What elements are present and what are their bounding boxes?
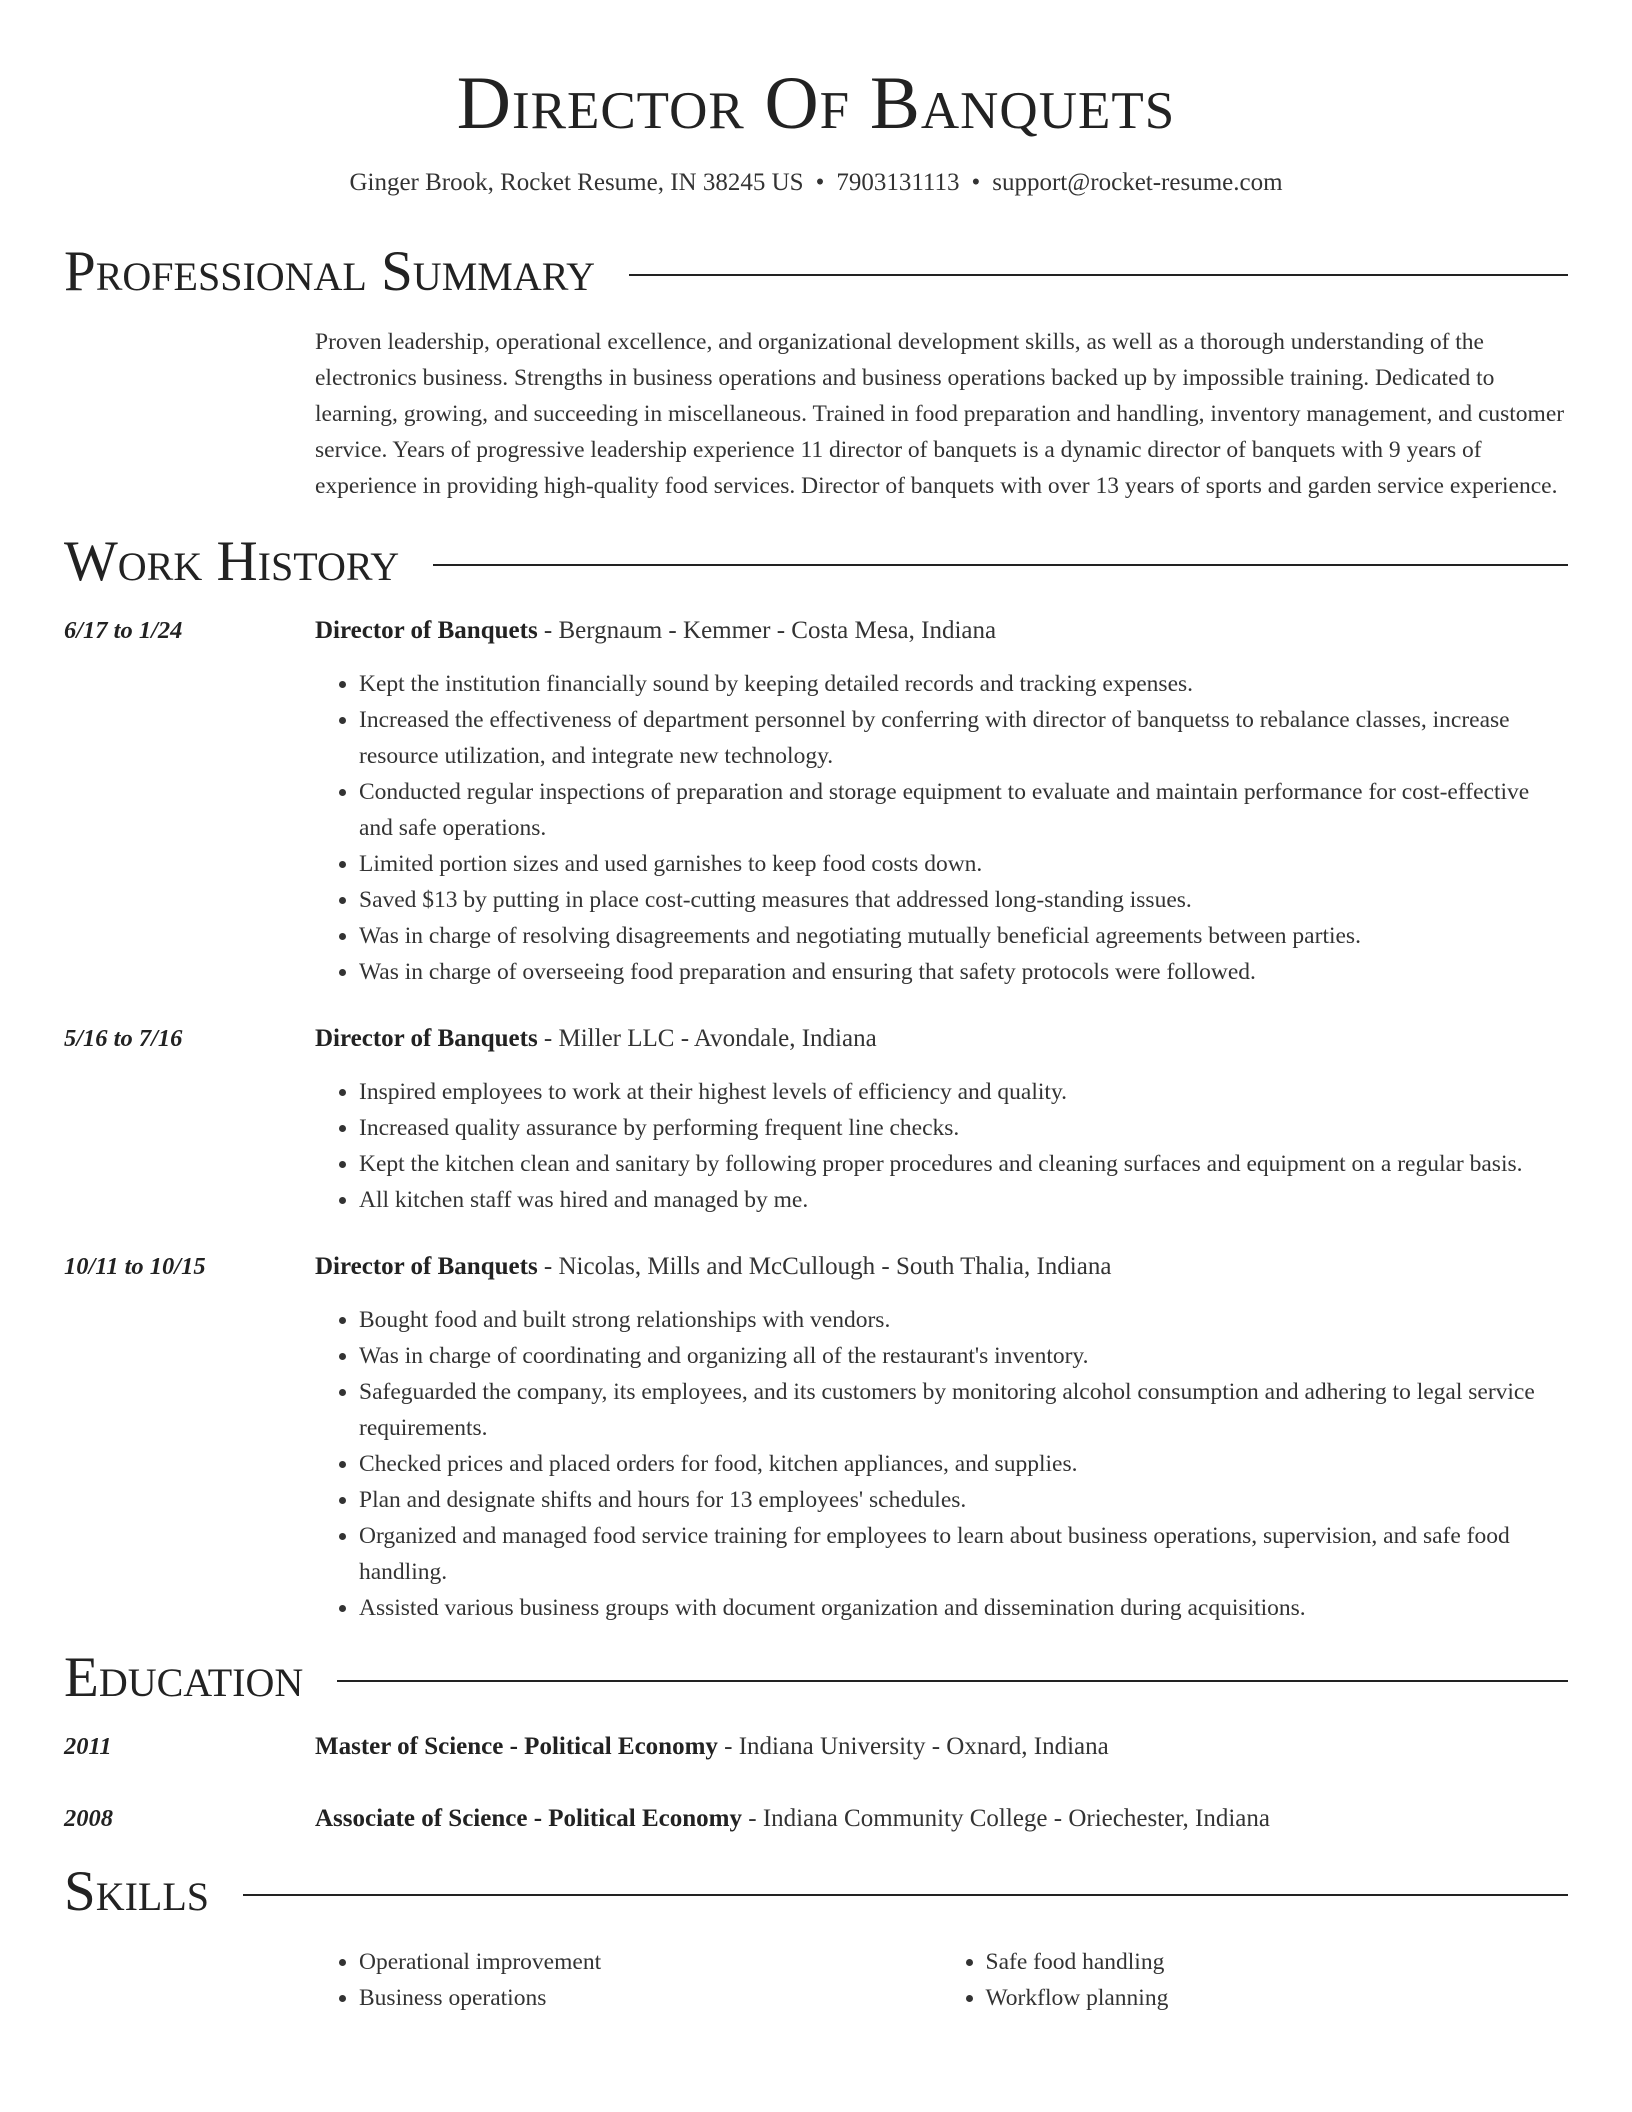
skill-item: • Workflow planning	[986, 1980, 1569, 2016]
work-heading: Work History	[64, 530, 400, 593]
work-bullet: • Conducted regular inspections of preparation and storage equipment to evaluate and maintain performance for cost-effective and safe operations.	[359, 774, 1568, 846]
work-bullet: • Kept the institution financially sound by keeping detailed records and tracking expenses.	[359, 666, 1568, 702]
education-entry	[64, 1802, 1568, 1836]
work-bullet: • Was in charge of coordinating and organizing all of the restaurant's inventory.	[359, 1338, 1568, 1374]
work-entry-body	[315, 1250, 1568, 1626]
education-entry-heading	[315, 1802, 1568, 1836]
skills-columns	[315, 1944, 1568, 2016]
degree-title: Master of Science - Political Economy	[315, 1733, 718, 1760]
work-entry	[64, 614, 1568, 990]
job-title: Director of Banquets	[315, 1253, 538, 1280]
contact-separator: •	[971, 169, 981, 196]
education-entry-heading	[315, 1730, 1568, 1764]
contact-separator: •	[815, 169, 825, 196]
summary-text: Proven leadership, operational excellence, and organizational development skills, as well as a thorough understanding of the electronics business. Strengths in business operations and business operations backed up by impossible training. Dedicated to learning, growing, and succeeding in miscellaneous. Trained in food preparation and handling, inventory management, and customer service. Years of progressive leadership experience 11 director of banquets is a dynamic director of banquets with 9 years of experience in providing high-quality food services. Director of banquets with over 13 years of sports and garden service experience.	[315, 329, 1565, 499]
work-entry	[64, 1022, 1568, 1218]
degree-title: Associate of Science - Political Economy	[315, 1805, 742, 1832]
work-bullet: • Safeguarded the company, its employees, and its customers by monitoring alcohol consumption and adhering to legal service requirements.	[359, 1374, 1568, 1446]
work-dates: 5/16 to 7/16	[64, 1025, 183, 1052]
work-bullet-list	[315, 1302, 1568, 1626]
school-location: - Indiana Community College - Oriechester, Indiana	[742, 1805, 1271, 1832]
education-entry	[64, 1730, 1568, 1764]
job-employer-location: - Nicolas, Mills and McCullough - South Thalia, Indiana	[537, 1253, 1112, 1280]
work-entry	[64, 1250, 1568, 1626]
education-section-header	[64, 1648, 1568, 1708]
education-entry-body	[315, 1802, 1568, 1836]
work-bullet: • Inspired employees to work at their highest levels of efficiency and quality.	[359, 1074, 1568, 1110]
work-entry-body	[315, 1022, 1568, 1218]
skills-section-header	[64, 1862, 1568, 1922]
work-bullet: • Saved $13 by putting in place cost-cutting measures that addressed long-standing issues.	[359, 882, 1568, 918]
skills-list-right	[942, 1944, 1569, 2016]
work-bullet: • Bought food and built strong relationships with vendors.	[359, 1302, 1568, 1338]
section-divider	[337, 1680, 1568, 1682]
work-bullet: • Plan and designate shifts and hours for 13 employees' schedules.	[359, 1482, 1568, 1518]
contact-email: support@rocket-resume.com	[992, 169, 1283, 196]
work-bullet: • Limited portion sizes and used garnishes to keep food costs down.	[359, 846, 1568, 882]
education-year: 2008	[64, 1805, 113, 1832]
work-entry-heading	[315, 1250, 1568, 1284]
work-bullet: • Increased the effectiveness of department personnel by conferring with director of banquetss to rebalance classes, increase resource utilization, and integrate new technology.	[359, 702, 1568, 774]
skill-item: • Safe food handling	[986, 1944, 1569, 1980]
work-bullet: • Assisted various business groups with document organization and dissemination during acquisitions.	[359, 1590, 1568, 1626]
resume-title: Director Of Banquets	[456, 62, 1176, 145]
job-employer-location: - Miller LLC - Avondale, Indiana	[537, 1025, 877, 1052]
work-section-header	[64, 532, 1568, 592]
resume-page	[64, 0, 1568, 2016]
summary-heading: Professional Summary	[64, 240, 596, 303]
work-entry-body	[315, 614, 1568, 990]
job-employer-location: - Bergnaum - Kemmer - Costa Mesa, Indiana	[537, 617, 997, 644]
section-divider	[629, 274, 1568, 276]
work-dates: 10/11 to 10/15	[64, 1253, 206, 1280]
summary-section-header	[64, 242, 1568, 302]
skills-heading: Skills	[64, 1860, 210, 1923]
work-dates: 6/17 to 1/24	[64, 617, 183, 644]
education-entry-body	[315, 1730, 1568, 1764]
education-year: 2011	[64, 1733, 112, 1760]
section-divider	[433, 564, 1568, 566]
work-bullet: • Organized and managed food service training for employees to learn about business operations, supervision, and safe food handling.	[359, 1518, 1568, 1590]
work-bullet: • Was in charge of overseeing food preparation and ensuring that safety protocols were followed.	[359, 954, 1568, 990]
work-bullet: • Kept the kitchen clean and sanitary by following proper procedures and cleaning surfaces and equipment on a regular basis.	[359, 1146, 1568, 1182]
section-divider	[243, 1894, 1568, 1896]
skill-item: • Operational improvement	[359, 1944, 942, 1980]
work-bullet: • Checked prices and placed orders for food, kitchen appliances, and supplies.	[359, 1446, 1568, 1482]
work-bullet-list	[315, 1074, 1568, 1218]
job-title: Director of Banquets	[315, 1025, 538, 1052]
work-bullet: • All kitchen staff was hired and managed by me.	[359, 1182, 1568, 1218]
contact-address: Ginger Brook, Rocket Resume, IN 38245 US	[349, 169, 804, 196]
work-bullet: • Increased quality assurance by performing frequent line checks.	[359, 1110, 1568, 1146]
contact-line	[64, 166, 1568, 200]
job-title: Director of Banquets	[315, 617, 538, 644]
skill-item: • Business operations	[359, 1980, 942, 2016]
skills-list-left	[315, 1944, 942, 2016]
school-location: - Indiana University - Oxnard, Indiana	[717, 1733, 1109, 1760]
work-bullet-list	[315, 666, 1568, 990]
work-entry-heading	[315, 614, 1568, 648]
contact-phone: 7903131113	[836, 169, 960, 196]
education-heading: Education	[64, 1646, 304, 1709]
work-bullet: • Was in charge of resolving disagreements and negotiating mutually beneficial agreements between parties.	[359, 918, 1568, 954]
work-entry-heading	[315, 1022, 1568, 1056]
